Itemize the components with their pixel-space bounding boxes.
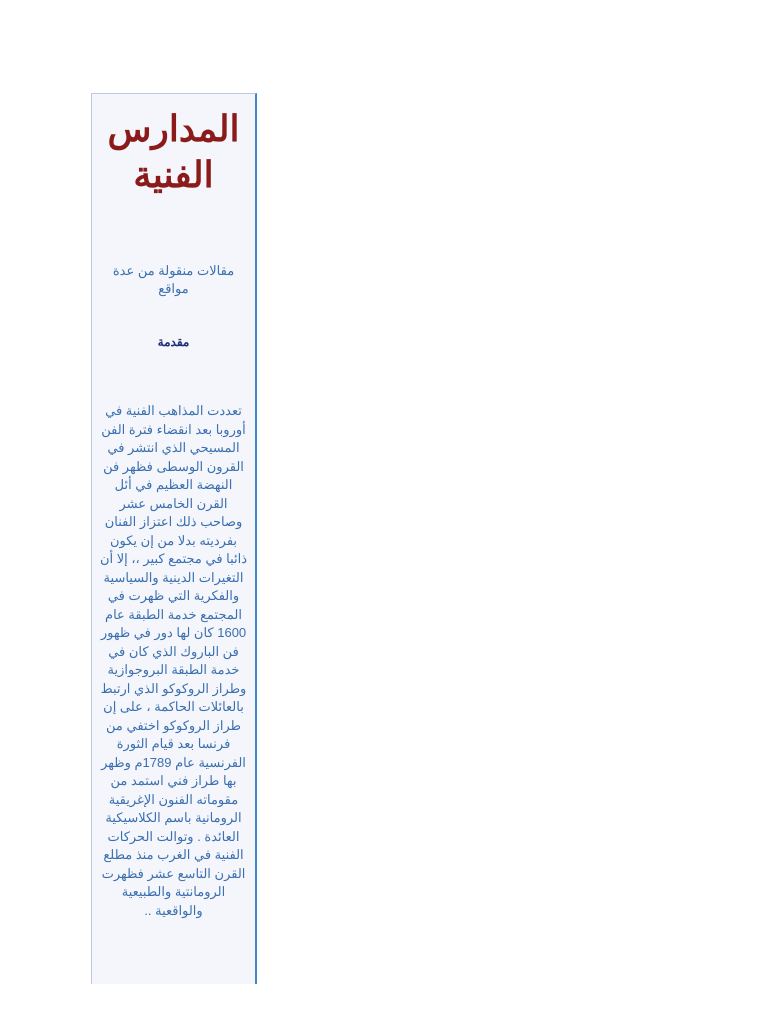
- subtitle: مقالات منقولة من عدة مواقع: [112, 263, 235, 296]
- text-column: [91, 93, 257, 984]
- body-paragraph: تعددت المذاهب الفنية في أوروبا بعد انقضاء فترة الفن المسيحي الذي انتشر في القرون الوسطى فظهر فن النهضة العظيم في أئل القرن الخامس عشر وصاحب ذلك اعتزاز الفنان بفرديته بدلا من إن يكون ذائبا في مجتمع كبير ،، إلا أن التغيرات الدينية والسياسية والفكرية التي ظهرت في المجتمع خدمة الطبقة عام 1600 كان لها دور في ظهور فن الباروك الذي كان في خدمة الطبقة البروجوازية وطراز الروكوكو الذي ارتبط بالعائلات الحاكمة ، على إن طراز الروكوكو اختفي من فرنسا بعد قيام الثورة الفرنسية عام 1789م وظهر بها طراز فني استمد من مقوماته الفنون الإغريقية الرومانية باسم الكلاسيكية العائدة . وتوالت الحركات الفنية في الغرب منذ مطلع القرن التاسع عشر فظهرت الرومانتية والطبيعية والواقعية ..: [99, 403, 248, 918]
- page-title: المدارس الفنية: [107, 108, 240, 196]
- intro-heading: مقدمة: [157, 335, 190, 349]
